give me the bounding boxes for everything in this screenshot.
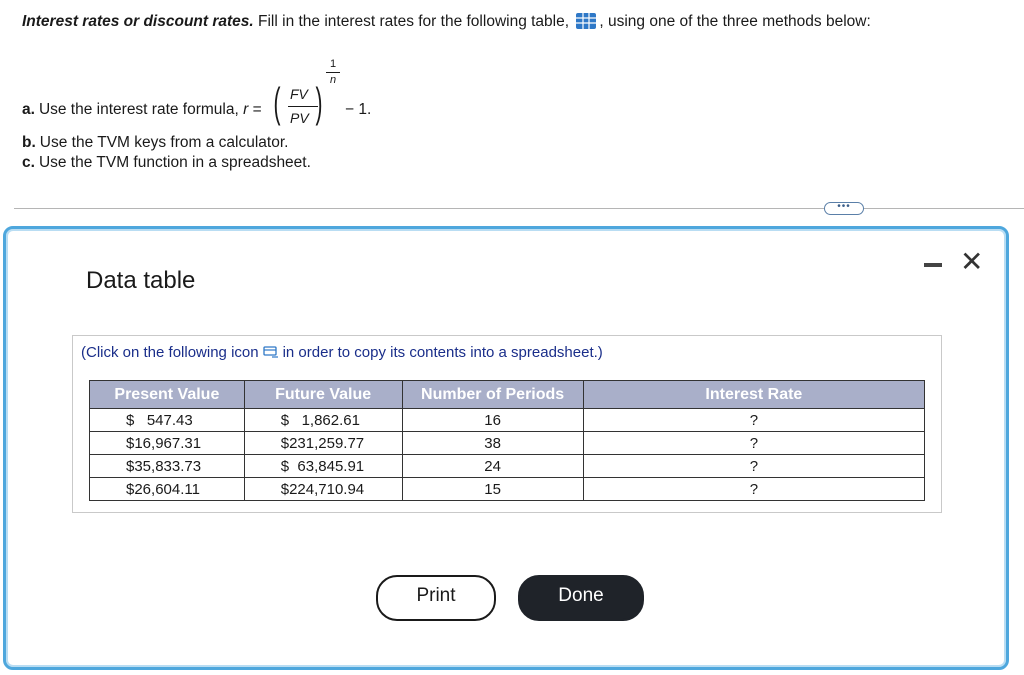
interest-rate-cell: ?	[583, 432, 924, 455]
periods-cell: 15	[402, 478, 583, 501]
interest-rate-cell: ?	[583, 409, 924, 432]
table-row	[90, 478, 925, 501]
header-number-of-periods: Number of Periods	[402, 381, 583, 409]
prompt-tail: , using one of the three methods below:	[599, 13, 871, 30]
minimize-icon[interactable]	[924, 263, 942, 267]
method-c: c. Use the TVM function in a spreadsheet.	[22, 154, 311, 171]
table-header-row	[90, 381, 925, 409]
prompt-text: Fill in the interest rates for the following table,	[253, 13, 574, 30]
problem-prompt	[22, 12, 871, 31]
done-button[interactable]: Done	[518, 575, 644, 621]
prompt-lead: Interest rates or discount rates.	[22, 13, 254, 30]
table-grid-icon[interactable]	[575, 12, 597, 30]
interest-rate-cell: ?	[583, 455, 924, 478]
formula-pv: PV	[290, 110, 309, 126]
interest-rate-cell: ?	[583, 478, 924, 501]
method-a: a. Use the interest rate formula, r =	[22, 101, 262, 118]
formula-exponent: 1 n	[326, 58, 340, 86]
formula-fraction: ( FV PV )	[273, 79, 323, 126]
future-value-cell: $ 1,862.61	[244, 409, 402, 432]
dialog-title: Data table	[86, 267, 196, 294]
table-panel	[72, 335, 942, 513]
periods-cell: 16	[402, 409, 583, 432]
formula-r: r	[243, 101, 249, 118]
table-row	[90, 455, 925, 478]
copy-to-spreadsheet-icon[interactable]	[263, 346, 279, 358]
table-row	[90, 409, 925, 432]
data-table-dialog	[3, 226, 1009, 670]
header-future-value: Future Value	[244, 381, 402, 409]
formula-minus-one: − 1.	[345, 101, 372, 118]
present-value-cell: $16,967.31	[90, 432, 245, 455]
present-value-cell: $ 547.43	[90, 409, 245, 432]
present-value-cell: $26,604.11	[90, 478, 245, 501]
future-value-cell: $231,259.77	[244, 432, 402, 455]
future-value-cell: $224,710.94	[244, 478, 402, 501]
present-value-cell: $35,833.73	[90, 455, 245, 478]
formula-fv: FV	[290, 86, 308, 102]
copy-note: (Click on the following icon in order to copy its contents into a spreadsheet.)	[81, 344, 603, 361]
print-button[interactable]: Print	[376, 575, 496, 621]
data-table	[89, 380, 925, 501]
close-icon[interactable]: ✕	[960, 246, 984, 277]
periods-cell: 24	[402, 455, 583, 478]
periods-cell: 38	[402, 432, 583, 455]
method-b: b. Use the TVM keys from a calculator.	[22, 134, 289, 151]
more-options-button[interactable]: •••	[824, 202, 864, 215]
header-present-value: Present Value	[90, 381, 245, 409]
header-interest-rate: Interest Rate	[583, 381, 924, 409]
future-value-cell: $ 63,845.91	[244, 455, 402, 478]
section-divider	[14, 208, 1024, 209]
table-row	[90, 432, 925, 455]
